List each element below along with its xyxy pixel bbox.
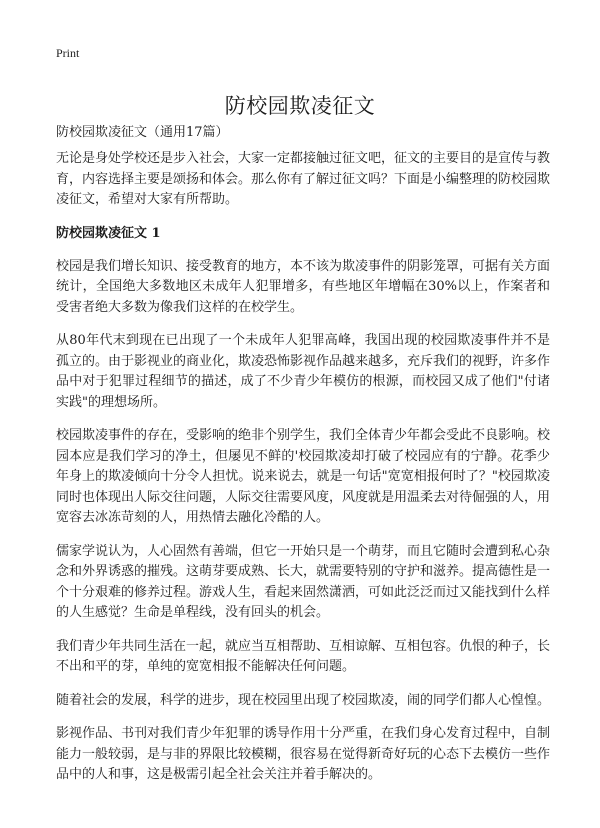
print-link[interactable]: Print <box>56 46 80 60</box>
body-paragraph: 校园是我们增长知识、接受教育的地方，本不该为欺凌事件的阴影笼罩，可据有关方面统计，全国绝大多数地区未成年人犯罪增多，有些地区年增幅在30%以上，作案者和受害者绝大多数为像我们这样的在校学生。 <box>56 258 551 315</box>
document-body <box>56 149 550 799</box>
body-paragraph: 从80年代末到现在已出现了一个未成年人犯罪高峰，我国出现的校园欺凌事件并不是孤立的。由于影视业的商业化，欺凌恐怖影视作品越来越多，充斥我们的视野，许多作品中对于犯罪过程细节的描述，成了不少青少年模仿的根源，而校园又成了他们"付诸实践"的理想场所。 <box>56 333 551 410</box>
body-paragraph: 我们青少年共同生活在一起，就应当互相帮助、互相谅解、互相包容。仇恨的种子，长不出和平的芽，单纯的宽宽相报不能解决任何问题。 <box>56 638 551 674</box>
body-paragraph: 校园欺凌事件的存在，受影响的绝非个别学生，我们全体青少年都会受此不良影响。校园本应是我们学习的净土，但屡见不鲜的'校园欺凌却打破了校园应有的宁静。花季少年身上的欺凌倾向十分令人担忧。说来说去，就是一句话"宽宽相报何时了？"校园欺凌同时也体现出人际交往问题，人际交往需要风度，风度就是用温柔去对待倔强的人，用宽容去冰冻苛刻的人，用热情去融化冷酷的人。 <box>56 428 551 525</box>
intro-paragraph: 无论是身处学校还是步入社会，大家一定都接触过征文吧，征文的主要目的是宣传与教育，内容选择主要是颂扬和体会。那么你有了解过征文吗？下面是小编整理的防校园欺凌征文，希望对大家有所帮助。 <box>56 151 551 207</box>
body-paragraph: 影视作品、书刊对我们青少年犯罪的诱导作用十分严重，在我们身心发育过程中，自制能力一般较弱，是与非的界限比较模糊，很容易在觉得新奇好玩的心态下去模仿一些作品中的人和事，这是极需引起全社会关注并着手解决的。 <box>56 726 551 782</box>
document-subtitle: 防校园欺凌征文（通用17篇） <box>56 125 229 140</box>
section-heading: 防校园欺凌征文 1 <box>56 225 161 241</box>
body-paragraph: 随着社会的发展，科学的进步，现在校园里出现了校园欺凌，闹的同学们都人心惶惶。 <box>56 692 551 708</box>
document-title: 防校园欺凌征文 <box>224 94 376 119</box>
body-paragraph: 儒家学说认为，人心固然有善端，但它一开始只是一个萌芽，而且它随时会遭到私心杂念和外界诱惑的摧残。这萌芽要成熟、长大，就需要特别的守护和滋养。提高德性是一个十分艰难的修养过程。游戏人生，看起来固然潇洒，可如此泛泛而过又能找到什么样的人生感觉？生命是单程线，没有回头的机会。 <box>56 543 551 620</box>
